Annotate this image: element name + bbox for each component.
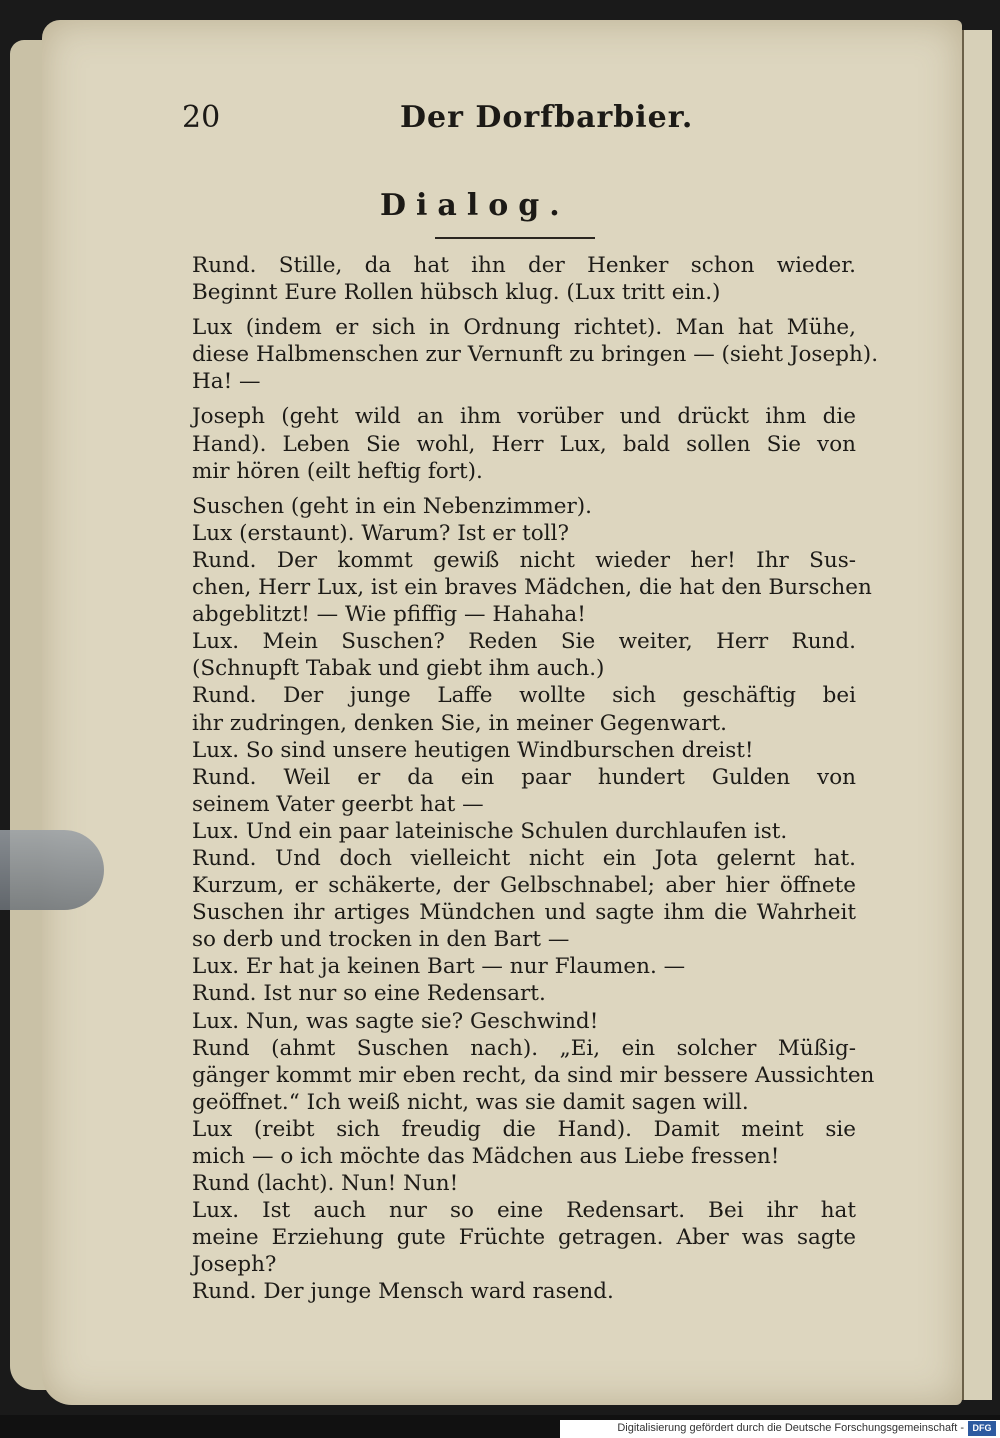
text-line: Lux. Ist auch nur so eine Redensart. Bei ihr hat (192, 1198, 856, 1224)
text-line: Rund. Weil er da ein paar hundert Gulden von (192, 764, 856, 790)
footer-credit: Digitalisierung gefördert durch die Deutsche Forschungsgemeinschaft - (617, 1422, 964, 1434)
text-line: Rund (ahmt Suschen nach). „Ei, ein solcher Müßig- (192, 1035, 856, 1061)
text-line: Suschen ihr artiges Mündchen und sagte ihm die Wahrheit (192, 900, 856, 926)
text-line: Hand). Leben Sie wohl, Herr Lux, bald sollen Sie von (192, 431, 856, 457)
text-line: Beginnt Eure Rollen hübsch klug. (Lux tritt ein.) (192, 280, 721, 306)
page-header (182, 100, 842, 144)
footer-bar (560, 1420, 1000, 1438)
text-line: ihr zudringen, denken Sie, in meiner Gegenwart. (192, 710, 727, 736)
section-title: Dialog. (380, 188, 570, 223)
text-line: Lux (erstaunt). Warum? Ist er toll? (192, 520, 569, 546)
text-line: Lux. Und ein paar lateinische Schulen durchlaufen ist. (192, 818, 788, 844)
text-line: diese Halbmenschen zur Vernunft zu bringen — (sieht Joseph). (192, 342, 879, 368)
text-line: abgeblitzt! — Wie pfiffig — Hahaha! (192, 602, 586, 628)
text-line: mir hören (eilt heftig fort). (192, 458, 483, 484)
text-line: Lux. Nun, was sagte sie? Geschwind! (192, 1008, 599, 1034)
text-line: seinem Vater geerbt hat — (192, 791, 484, 817)
text-line: chen, Herr Lux, ist ein braves Mädchen, die hat den Burschen (192, 575, 872, 601)
text-line: Joseph (geht wild an ihm vorüber und drückt ihm die (192, 404, 856, 430)
text-line: Rund. Der kommt gewiß nicht wieder her! Ihr Sus- (192, 547, 856, 573)
text-line: Rund. Und doch vielleicht nicht ein Jota gelernt hat. (192, 845, 856, 871)
text-line: Lux (indem er sich in Ordnung richtet). Man hat Mühe, (192, 315, 856, 341)
text-line: Rund. Ist nur so eine Redensart. (192, 981, 546, 1007)
text-line: geöffnet.“ Ich weiß nicht, was sie damit sagen will. (192, 1089, 749, 1115)
text-line: gänger kommt mir eben recht, da sind mir bessere Aussichten (192, 1062, 875, 1088)
text-line: Suschen (geht in ein Nebenzimmer). (192, 493, 593, 519)
text-line: Lux. So sind unsere heutigen Windburschen dreist! (192, 737, 754, 763)
section-rule (435, 237, 595, 239)
text-line: Lux. Mein Suschen? Reden Sie weiter, Herr Rund. (192, 629, 856, 655)
text-line: meine Erziehung gute Früchte getragen. Aber was sagte (192, 1225, 856, 1251)
text-line: Ha! — (192, 369, 261, 395)
text-line: Joseph? (192, 1252, 277, 1278)
text-line: so derb und trocken in den Bart — (192, 927, 570, 953)
facing-page-edge (962, 30, 992, 1400)
text-line: Rund. Stille, da hat ihn der Henker schon wieder. (192, 253, 856, 278)
dialog-text (192, 252, 879, 1306)
running-title: Der Dorfbarbier. (400, 100, 694, 135)
text-line: Kurzum, er schäkerte, der Gelbschnabel; aber hier öffnete (192, 873, 856, 899)
text-line: Lux. Er hat ja keinen Bart — nur Flaumen. — (192, 954, 686, 980)
text-line: Rund. Der junge Mensch ward rasend. (192, 1279, 614, 1305)
text-line: mich — o ich möchte das Mädchen aus Liebe fressen! (192, 1144, 780, 1169)
text-line: (Schnupft Tabak und giebt ihm auch.) (192, 656, 605, 682)
page-clip (0, 830, 104, 910)
text-line: Rund (lacht). Nun! Nun! (192, 1171, 459, 1197)
text-line: Lux (reibt sich freudig die Hand). Damit meint sie (192, 1116, 856, 1142)
text-line: Rund. Der junge Laffe wollte sich geschäftig bei (192, 683, 856, 709)
dfg-logo-icon: DFG (968, 1421, 996, 1436)
page-number: 20 (182, 100, 221, 135)
